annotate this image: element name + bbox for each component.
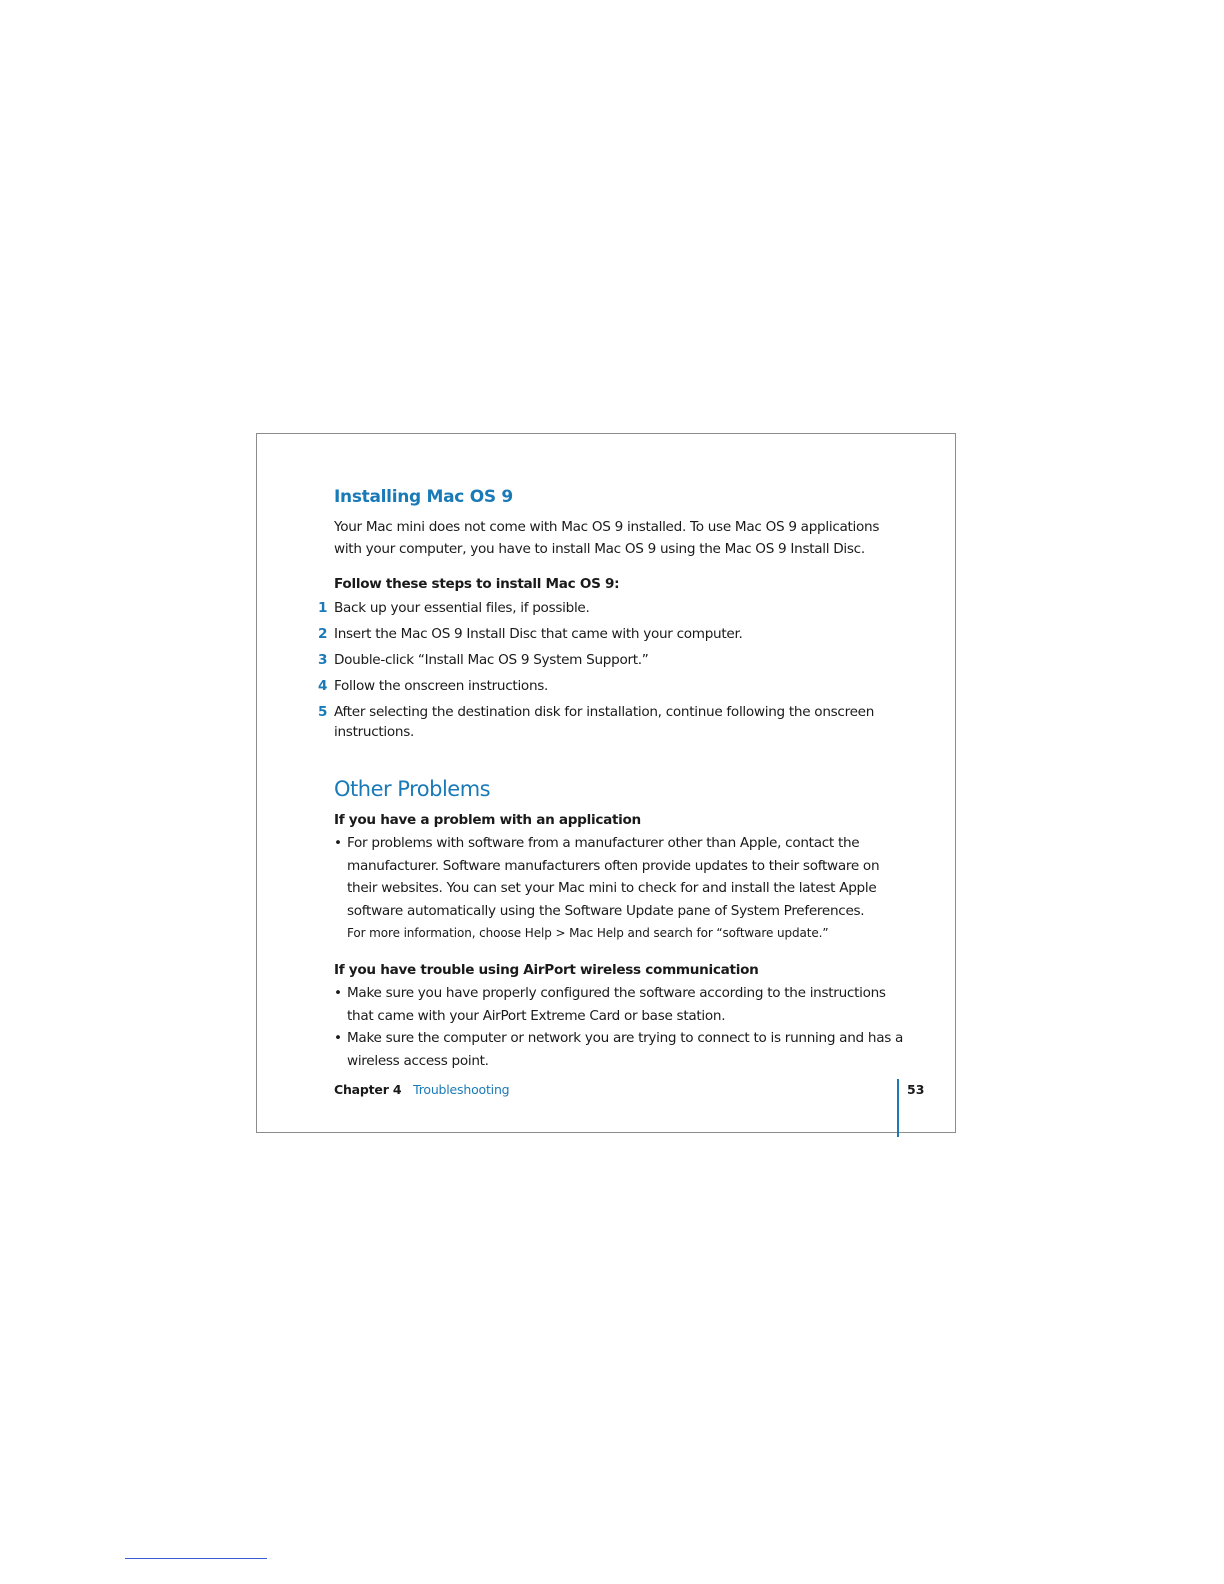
chapter-label: Chapter 4 [334, 1082, 402, 1097]
section-title-installing: Installing Mac OS 9 [334, 487, 513, 507]
section-intro: Your Mac mini does not come with Mac OS 9 installed. To use Mac OS 9 applications with your computer, you have to install Mac OS 9 using the Mac OS 9 Install Disc. [334, 519, 880, 557]
step-text: Back up your essential files, if possible. [334, 600, 590, 616]
step-item [318, 650, 909, 670]
page-number: 53 [907, 1082, 925, 1097]
step-number: 2 [318, 626, 328, 642]
subhead-airport-problem: If you have trouble using AirPort wireless communication [334, 962, 759, 978]
footnote-rule [125, 1558, 267, 1559]
footer-chapter [334, 1081, 509, 1099]
step-number: 4 [318, 678, 328, 694]
step-text: After selecting the destination disk for installation, continue following the onscreen instructions. [334, 704, 875, 740]
page-content [318, 486, 909, 1072]
bullet-text: Make sure the computer or network you are trying to connect to is running and has a wireless access point. [347, 1030, 904, 1069]
step-item [318, 676, 909, 696]
step-number: 3 [318, 652, 328, 668]
bullet-note: For more information, choose Help > Mac Help and search for “software update.” [347, 926, 829, 940]
bullet-text: For problems with software from a manufacturer other than Apple, contact the manufacturer. Software manufacturers often provide updates to their software on their websites. You can set your Mac mini to check for and install the latest Apple software automatically using the Software Update pane of System Preferences. [347, 835, 880, 919]
bullet-mark: • [334, 985, 342, 1001]
step-number: 5 [318, 704, 328, 720]
step-text: Double-click “Install Mac OS 9 System Support.” [334, 652, 649, 668]
bullet-text: Make sure you have properly configured the software according to the instructions that came with your AirPort Extreme Card or base station. [347, 985, 886, 1024]
footer-rule [897, 1079, 899, 1137]
section-title-other-problems: Other Problems [334, 777, 491, 801]
bullet-item [334, 982, 909, 1027]
subhead-application-problem: If you have a problem with an application [334, 812, 641, 828]
step-item [318, 624, 909, 644]
steps-intro: Follow these steps to install Mac OS 9: [334, 576, 620, 592]
bullet-item [334, 1027, 909, 1072]
airport-bullets [334, 982, 909, 1072]
step-item [318, 702, 909, 742]
bullet-item [334, 832, 909, 944]
step-number: 1 [318, 600, 328, 616]
step-item [318, 598, 909, 618]
bullet-mark: • [334, 835, 342, 851]
step-text: Insert the Mac OS 9 Install Disc that came with your computer. [334, 626, 743, 642]
step-text: Follow the onscreen instructions. [334, 678, 549, 694]
application-bullets [334, 832, 909, 944]
steps-list [318, 598, 909, 742]
bullet-mark: • [334, 1030, 342, 1046]
chapter-title: Troubleshooting [413, 1082, 510, 1097]
